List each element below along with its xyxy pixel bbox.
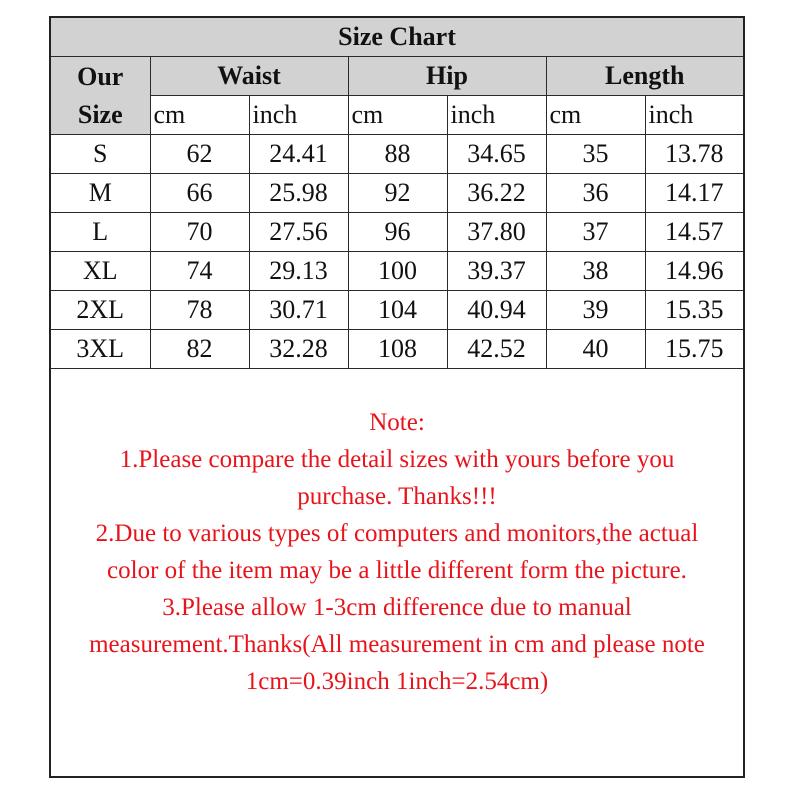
value-cell: 42.52 — [447, 330, 546, 369]
title-row — [51, 18, 743, 57]
hip-header: Hip — [348, 57, 546, 96]
table-row — [51, 252, 743, 291]
table-row — [51, 135, 743, 174]
value-cell: 74 — [150, 252, 249, 291]
size-cell: S — [51, 135, 150, 174]
unit-header: cm — [546, 96, 645, 135]
value-cell: 108 — [348, 330, 447, 369]
unit-header: inch — [447, 96, 546, 135]
value-cell: 32.28 — [249, 330, 348, 369]
group-header-row — [51, 57, 743, 96]
value-cell: 25.98 — [249, 174, 348, 213]
value-cell: 96 — [348, 213, 447, 252]
note-item: 2.Due to various types of computers and monitors,the actual color of the item may be a little different form the picture. — [95, 520, 699, 584]
our-size-header — [51, 57, 150, 135]
value-cell: 38 — [546, 252, 645, 291]
notes-section — [51, 404, 743, 700]
table-row — [51, 213, 743, 252]
value-cell: 29.13 — [249, 252, 348, 291]
table-row — [51, 330, 743, 369]
size-cell: M — [51, 174, 150, 213]
table-title: Size Chart — [51, 18, 743, 57]
value-cell: 15.35 — [645, 291, 743, 330]
value-cell: 70 — [150, 213, 249, 252]
our-size-label-top: Our — [77, 61, 124, 91]
value-cell: 82 — [150, 330, 249, 369]
unit-header-row — [51, 96, 743, 135]
unit-header: cm — [150, 96, 249, 135]
value-cell: 39 — [546, 291, 645, 330]
value-cell: 14.17 — [645, 174, 743, 213]
table-row — [51, 174, 743, 213]
length-header: Length — [546, 57, 743, 96]
value-cell: 100 — [348, 252, 447, 291]
value-cell: 37.80 — [447, 213, 546, 252]
waist-header: Waist — [150, 57, 348, 96]
value-cell: 36.22 — [447, 174, 546, 213]
value-cell: 66 — [150, 174, 249, 213]
size-chart-table — [51, 18, 743, 369]
value-cell: 35 — [546, 135, 645, 174]
table-row — [51, 291, 743, 330]
value-cell: 104 — [348, 291, 447, 330]
our-size-label-bottom: Size — [77, 99, 123, 129]
size-cell: 3XL — [51, 330, 150, 369]
size-cell: L — [51, 213, 150, 252]
value-cell: 40.94 — [447, 291, 546, 330]
value-cell: 30.71 — [249, 291, 348, 330]
size-cell: 2XL — [51, 291, 150, 330]
value-cell: 24.41 — [249, 135, 348, 174]
value-cell: 40 — [546, 330, 645, 369]
value-cell: 14.96 — [645, 252, 743, 291]
note-item: 1.Please compare the detail sizes with yours before you purchase. Thanks!!! — [119, 446, 675, 510]
size-chart-frame — [49, 16, 745, 778]
value-cell: 78 — [150, 291, 249, 330]
value-cell: 88 — [348, 135, 447, 174]
unit-header: inch — [645, 96, 743, 135]
note-item: 3.Please allow 1-3cm difference due to manual measurement.Thanks(All measurement in cm and please note 1cm=0.39inch 1inch=2.54cm) — [89, 594, 705, 695]
value-cell: 27.56 — [249, 213, 348, 252]
unit-header: inch — [249, 96, 348, 135]
size-cell: XL — [51, 252, 150, 291]
value-cell: 62 — [150, 135, 249, 174]
value-cell: 37 — [546, 213, 645, 252]
value-cell: 39.37 — [447, 252, 546, 291]
value-cell: 13.78 — [645, 135, 743, 174]
note-heading: Note: — [369, 409, 425, 436]
value-cell: 15.75 — [645, 330, 743, 369]
unit-header: cm — [348, 96, 447, 135]
value-cell: 92 — [348, 174, 447, 213]
value-cell: 36 — [546, 174, 645, 213]
value-cell: 34.65 — [447, 135, 546, 174]
value-cell: 14.57 — [645, 213, 743, 252]
